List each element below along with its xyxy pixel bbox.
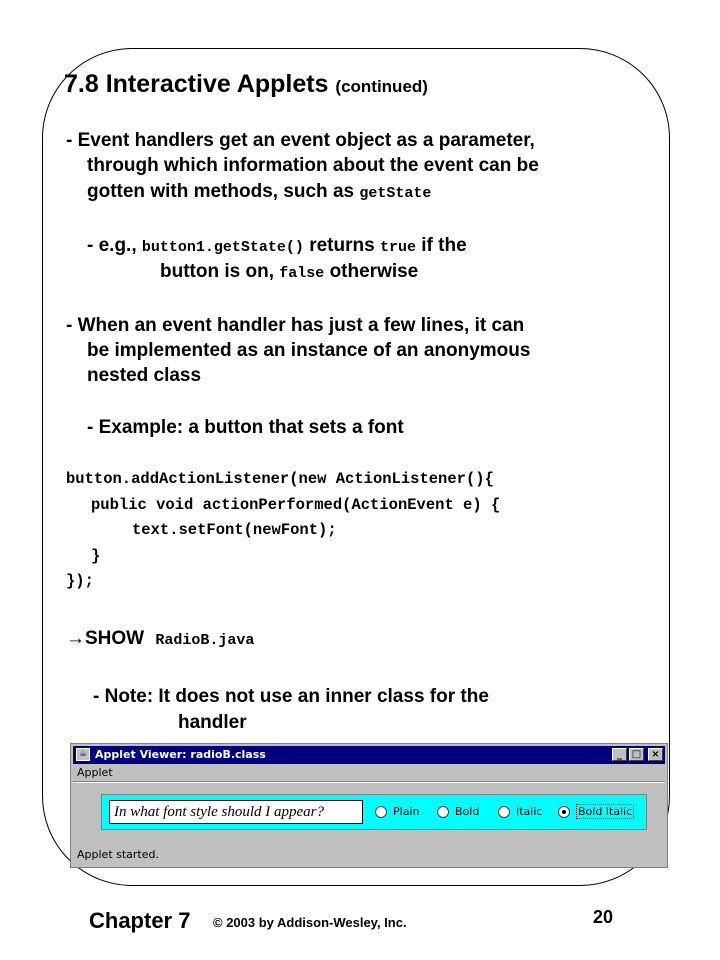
getstate-code: getState — [359, 185, 432, 202]
show-file: RadioB.java — [155, 632, 255, 649]
para1-line3 — [87, 180, 431, 206]
minimize-button[interactable]: _ — [612, 748, 627, 761]
para1-line3-text: gotten with methods, such as — [87, 181, 355, 202]
close-button[interactable]: × — [648, 748, 663, 761]
applet-panel — [101, 794, 647, 830]
eg-line2-text: button is on, — [160, 261, 274, 282]
eg-line2-end: otherwise — [329, 261, 419, 282]
title-sub: (continued) — [335, 77, 428, 96]
status-bar: Applet started. — [77, 848, 159, 861]
title-main: 7.8 Interactive Applets — [64, 70, 329, 98]
eg-line2-code: false — [279, 265, 325, 282]
radio-label: Bold Italic — [578, 805, 633, 818]
java-icon: ☕ — [76, 748, 90, 761]
radio-circle — [498, 806, 510, 818]
footer-chapter: Chapter 7 — [89, 908, 191, 933]
note-line2: handler — [178, 712, 247, 733]
radio-circle-selected — [558, 806, 570, 818]
eg-line2 — [160, 260, 418, 286]
applet-window — [70, 743, 668, 868]
show-label: SHOW — [85, 628, 145, 649]
para2-line1: - When an event handler has just a few lines, it can — [66, 315, 525, 336]
eg-code1: button1.getState() — [141, 239, 304, 256]
prompt-text-field[interactable]: In what font style should I appear? — [109, 800, 363, 824]
code-line: public void actionPerformed(ActionEvent e) { — [91, 496, 501, 514]
para2-line3: nested class — [87, 365, 202, 386]
eg-code2: true — [379, 239, 416, 256]
code-line: }); — [66, 572, 94, 590]
radio-label: Plain — [393, 805, 420, 818]
page-number: 20 — [593, 907, 614, 927]
show-line — [66, 627, 254, 653]
para2-line2: be implemented as an instance of an anonymous — [87, 340, 531, 361]
code-line: button.addActionListener(new ActionListener(){ — [66, 470, 494, 488]
note-line1: - Note: It does not use an inner class for the — [93, 686, 489, 707]
radio-circle — [375, 806, 387, 818]
example-label: - Example: a button that sets a font — [87, 417, 404, 438]
eg-suffix: if the — [421, 235, 467, 256]
footer-copyright: © 2003 by Addison-Wesley, Inc. — [213, 915, 407, 930]
para1-line2: through which information about the event can be — [87, 155, 539, 176]
eg-line1 — [87, 234, 467, 260]
radio-label: Bold — [455, 805, 480, 818]
code-line: text.setFont(newFont); — [132, 521, 337, 539]
arrow-icon: → — [66, 628, 85, 649]
radio-circle — [437, 806, 449, 818]
eg-mid: returns — [309, 235, 375, 256]
eg-prefix: - e.g., — [87, 235, 137, 256]
window-titlebar[interactable] — [73, 746, 665, 764]
maximize-button[interactable]: □ — [629, 748, 644, 761]
window-title: Applet Viewer: radioB.class — [95, 748, 266, 761]
slide-title — [64, 70, 428, 99]
radio-label: Italic — [516, 805, 543, 818]
code-line: } — [91, 547, 101, 565]
para1-line1: - Event handlers get an event object as a parameter, — [66, 130, 535, 151]
menu-applet[interactable]: Applet — [77, 766, 113, 779]
menu-divider — [73, 781, 665, 783]
